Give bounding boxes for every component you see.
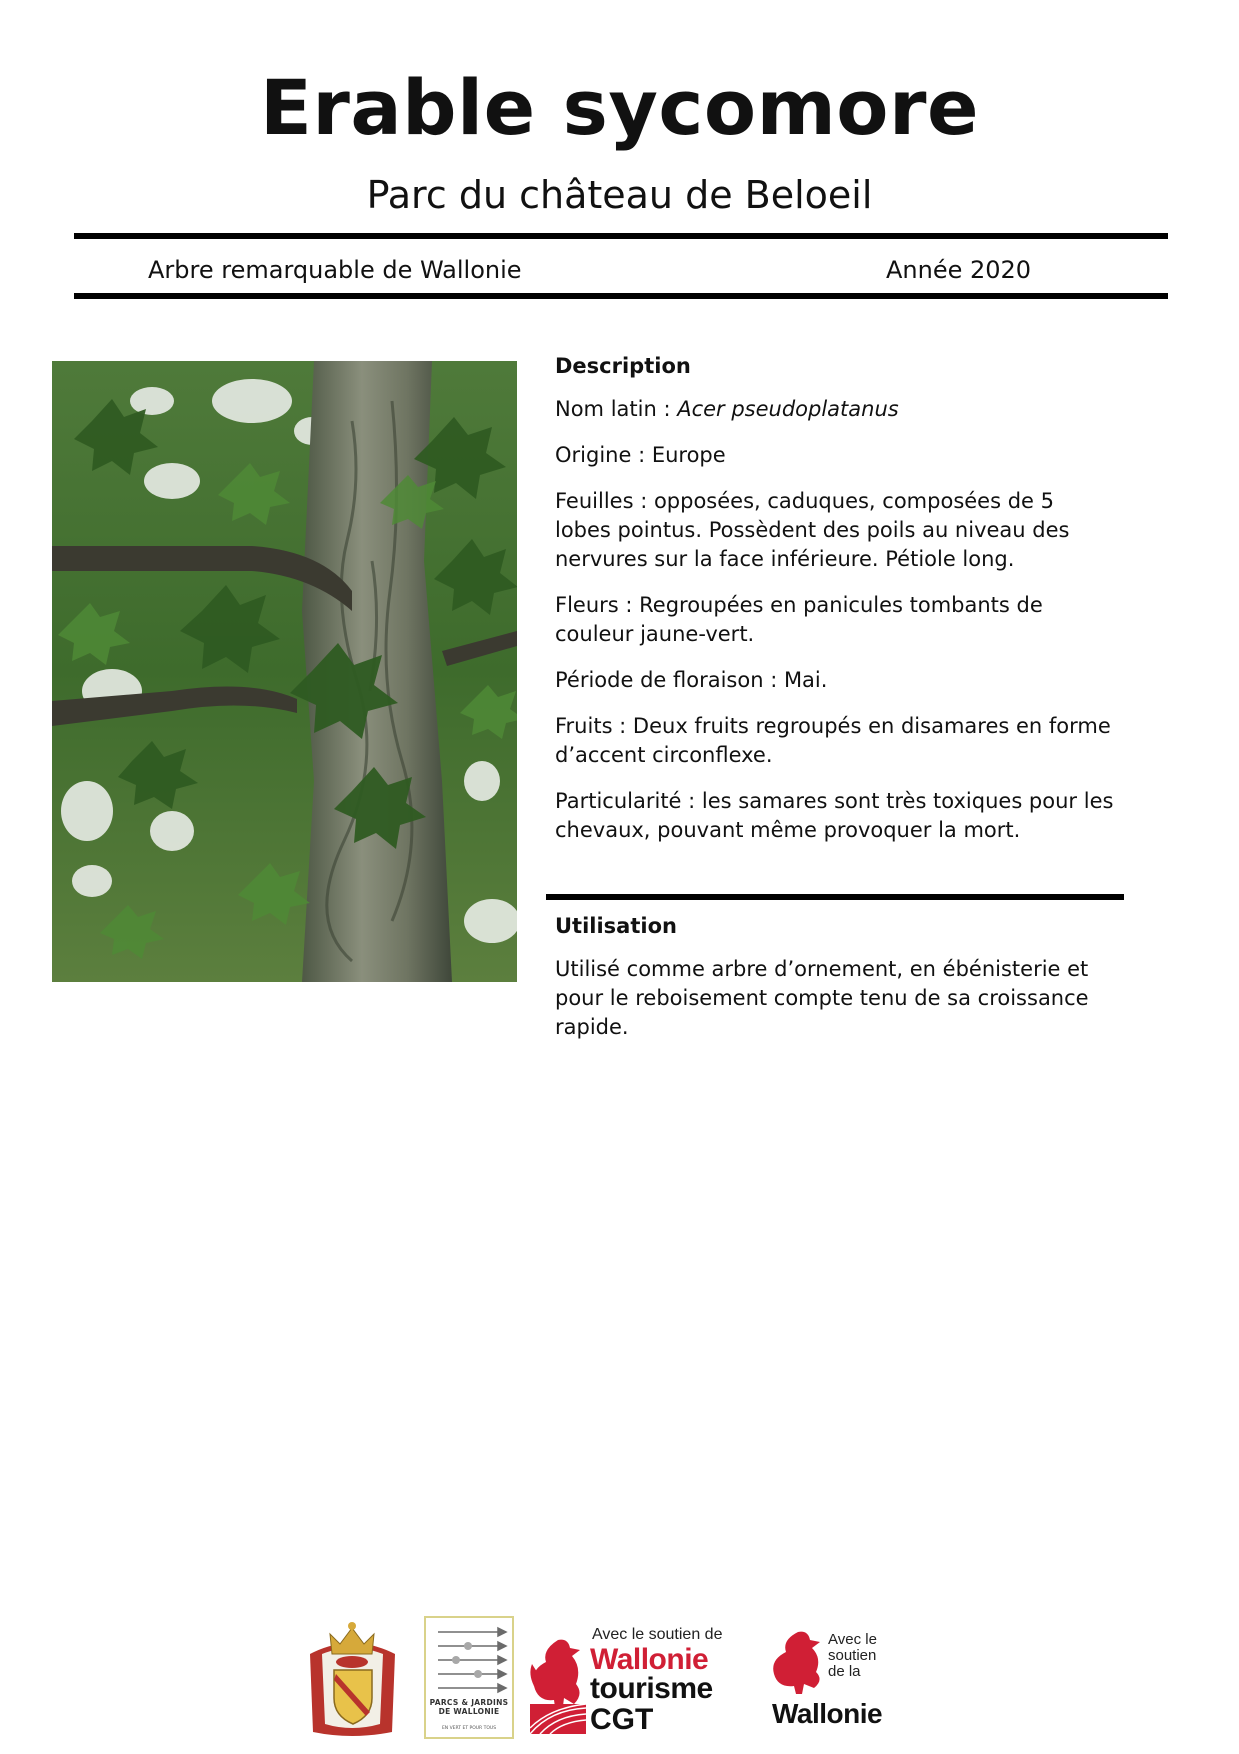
pjw-title-line-2: DE WALLONIE — [438, 1707, 500, 1716]
wal-support-line-1: Avec le — [828, 1631, 877, 1648]
particularity-paragraph: Particularité : les samares sont très toxiques pour les chevaux, pouvant même provoquer la mort. — [555, 789, 1114, 842]
usage-paragraph: Utilisé comme arbre d’ornement, en ébénisterie et pour le reboisement compte tenu de sa croissance rapide. — [555, 957, 1089, 1039]
sponsor-logos — [0, 1610, 1239, 1736]
description-section — [555, 351, 1115, 862]
wallonie-tourisme-cgt-logo — [528, 1620, 728, 1735]
origin-line: Origine : Europe — [555, 443, 726, 467]
usage-heading: Utilisation — [555, 914, 677, 938]
usage-section — [555, 911, 1115, 1059]
wal-support-line-2: soutien — [828, 1647, 877, 1664]
pjw-title-line-1: PARCS & JARDINS — [429, 1698, 509, 1707]
wal-support-line-3: de la — [828, 1663, 861, 1680]
header-divider-bottom — [74, 293, 1168, 299]
beloeil-crest-logo — [300, 1614, 405, 1740]
tree-photo — [52, 361, 517, 982]
pjw-tagline: EN VERT ET POUR TOUS — [441, 1726, 497, 1731]
latin-name-line — [555, 395, 1115, 424]
fruits-paragraph: Fruits : Deux fruits regroupés en disamares en forme d’accent circonflexe. — [555, 714, 1111, 767]
page-title: Erable sycomore — [259, 63, 980, 152]
cgt-brand-cgt: CGT — [590, 1703, 654, 1736]
latin-name-label: Nom latin : — [555, 397, 678, 421]
label-remarkable-tree: Arbre remarquable de Wallonie — [148, 256, 522, 284]
leaves-paragraph: Feuilles : opposées, caduques, composées de 5 lobes pointus. Possèdent des poils au niveau des nervures sur la face inférieure. Pétiole long. — [555, 489, 1070, 571]
header-divider-top — [74, 233, 1168, 239]
description-heading: Description — [555, 354, 691, 378]
parcs-jardins-wallonie-logo — [424, 1616, 514, 1739]
cgt-brand-wallonie: Wallonie — [590, 1643, 709, 1676]
wal-brand: Wallonie — [772, 1698, 883, 1729]
flowering-line: Période de floraison : Mai. — [555, 668, 828, 692]
section-divider — [546, 894, 1124, 900]
cgt-brand-tourisme: tourisme — [590, 1672, 713, 1705]
label-year: Année 2020 — [886, 256, 1032, 284]
latin-name: Acer pseudoplatanus — [677, 397, 899, 421]
pjw-title — [426, 1698, 512, 1716]
flowers-paragraph: Fleurs : Regroupées en panicules tombants de couleur jaune-vert. — [555, 593, 1043, 646]
soutien-wallonie-logo — [770, 1628, 910, 1728]
page-subtitle: Parc du château de Beloeil — [366, 173, 873, 217]
wal-support-text — [828, 1632, 898, 1680]
cgt-support-text: Avec le soutien de — [592, 1626, 723, 1643]
